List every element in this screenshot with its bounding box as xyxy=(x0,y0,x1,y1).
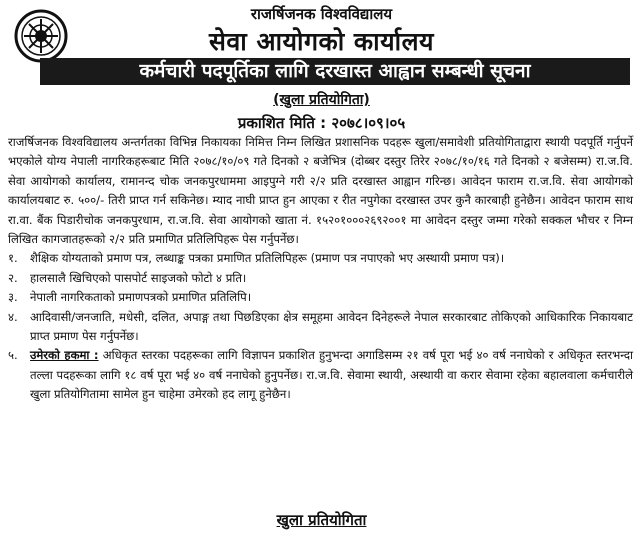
list-item-text: आदिवासी/जनजाति, मधेसी, दलित, अपाङ्ग तथा पिछडिएका क्षेत्र समूहमा आवेदन दिनेहरूले नेपाल सरकारबाट तोकिएको आधिकारिक निकायबाट प्राप्त प्रमाण पेस गर्नुपर्नेछ। xyxy=(30,309,633,344)
published-date-label: प्रकाशित मिति : xyxy=(237,114,327,132)
list-item-text: नेपाली नागरिकताको प्रमाणपत्रको प्रमाणित प्रतिलिपि। xyxy=(30,290,252,305)
list-item-number: ४. xyxy=(8,309,18,324)
list-item xyxy=(8,308,633,347)
list-item-text: शैक्षिक योग्यताको प्रमाण पत्र, लब्धाङ्क पत्रका प्रमाणित प्रतिलिपिहरू (प्रमाण पत्र नपाएको भए अस्थायी प्रमाण पत्र)। xyxy=(30,251,505,266)
list-item-number: २. xyxy=(8,270,18,285)
list-item xyxy=(8,288,633,307)
age-clause-label: उमेरको हकमा : xyxy=(30,348,99,363)
list-item xyxy=(8,249,633,268)
office-name: सेवा आयोगको कार्यालय xyxy=(208,27,435,56)
document-list xyxy=(8,249,633,404)
list-item-number: १. xyxy=(8,251,18,266)
notice-subtitle: (खुला प्रतियोगिता) xyxy=(273,92,370,108)
list-item-number: ५. xyxy=(8,348,18,363)
list-item-age xyxy=(8,346,633,404)
notice-paragraph: राजर्षिजनक विश्वविद्यालय अन्तर्गतका विभिन्न निकायका निमित्त निम्न लिखित प्रशासनिक पदहरू खुला/समावेशी प्रतियोगिताद्वारा स्थायी पदपूर्ति गर्नुपर्ने भएकोले योग्य नेपाली नागरिकहरूबाट मिति २०७८/१०/०९ गते दिनको २ बजेभित्र (दोब्बर दस्तुर तिरेर २०७८/१०/१६ गते दिनको २ बजेसम्म) रा.ज.वि. सेवा आयोगको कार्यालय, रामानन्द चोक जनकपुरधाममा आइपुग्ने गरी २/२ प्रति दरखास्त आह्वान गरिन्छ। आवेदन फाराम रा.ज.वि. सेवा आयोगको कार्यालयबाट रु. ५००/- तिरी प्राप्त गर्न सकिनेछ। म्याद नाघी प्राप्त हुन आएका र रीत नपुगेका दरखास्त उपर कुनै कारबाही हुनेछैन। आवेदन फाराम साथ रा.वा. बैंक पिडारीचोक जनकपुरधाम, रा.ज.वि. सेवा आयोगको खाता नं. १५२०१०००२६९२००१ मा आवेदन दस्तुर जम्मा गरेको सक्कल भौचर र निम्न लिखित कागजातहरूको २/२ प्रति प्रमाणित प्रतिलिपिहरू पेस गर्नुपर्नेछ। xyxy=(8,135,633,247)
published-date-line xyxy=(0,113,643,133)
list-item-text xyxy=(30,346,633,404)
list-item-text: हालसालै खिचिएको पासपोर्ट साइजको फोटो ४ प्रति। xyxy=(30,270,247,285)
age-clause-text: अधिकृत स्तरका पदहरूका लागि विज्ञापन प्रकाशित हुनुभन्दा अगाडिसम्म २१ वर्ष पूरा भई ४० वर्ष ननाघेको र अधिकृत स्तरभन्दा तल्ला पदहरूका लागि १८ वर्ष पूरा भई ४० वर्ष ननाघेको हुनुपर्नेछ। रा.ज.वि. सेवामा स्थायी, अस्थायी वा करार सेवामा रहेका बहालवाला कर्मचारीले खुला प्रतियोगितामा सामेल हुन चाहेमा उमेरको हद लागू हुनेछैन। xyxy=(30,348,634,402)
notice-title: कर्मचारी पदपूर्तिका लागि दरखास्त आह्वान सम्बन्धी सूचना xyxy=(40,58,630,85)
section-heading-open-competition: खुला प्रतियोगिता xyxy=(276,511,367,529)
university-name: राजर्षिजनक विश्वविद्यालय xyxy=(250,5,393,23)
notice-body xyxy=(8,133,633,405)
published-date-value: २०७८।०९।०५ xyxy=(331,114,406,132)
list-item-number: ३. xyxy=(8,290,18,305)
list-item xyxy=(8,269,633,288)
